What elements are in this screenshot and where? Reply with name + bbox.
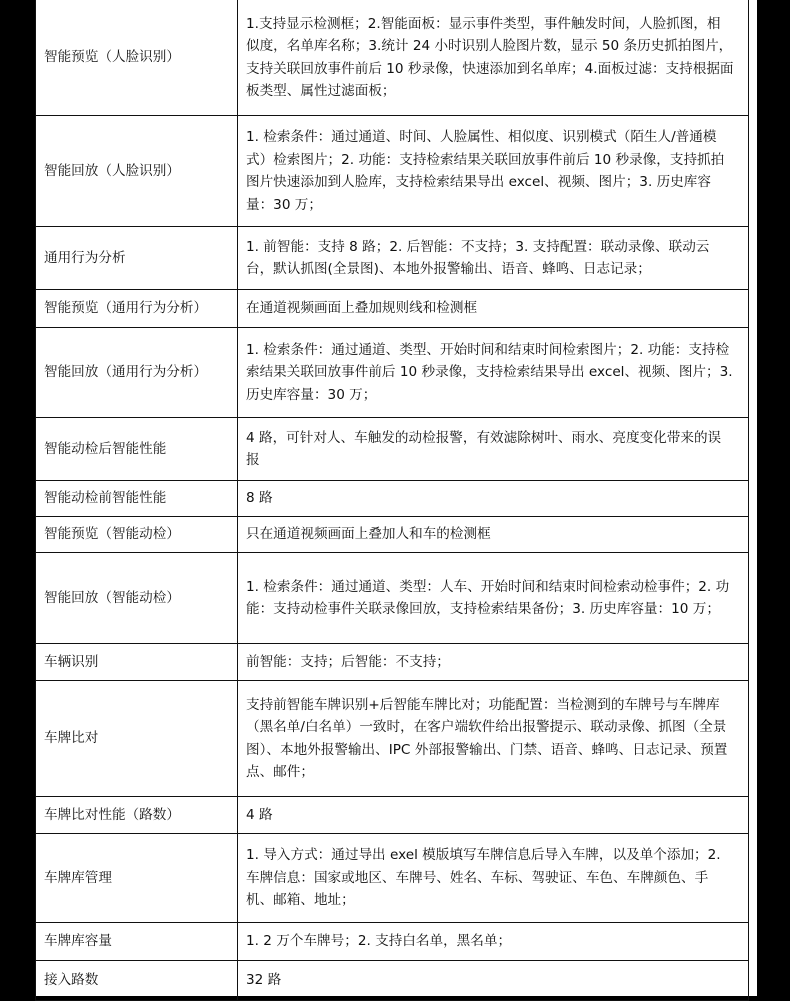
spec-value: 只在通道视频画面上叠加人和车的检测框 [238, 517, 749, 553]
spec-label: 智能预览（人脸识别） [36, 0, 238, 116]
spec-value: 8 路 [238, 481, 749, 517]
spec-value: 1. 检索条件：通过通道、类型：人车、开始时间和结束时间检索动检事件；2. 功能：支持动检事件关联录像回放，支持检索结果备份；3. 历史库容量：10 万； [238, 553, 749, 644]
spec-label: 智能回放（智能动检） [36, 553, 238, 644]
table-row [36, 923, 749, 961]
spec-value: 1. 检索条件：通过通道、时间、人脸属性、相似度、识别模式（陌生人/普通模式）检索图片；2. 功能：支持检索结果关联回放事件前后 10 秒录像，支持抓拍图片快速添加到人脸库，支持检索结果导出 excel、视频、图片；3. 历史库容量：30 万； [238, 116, 749, 227]
spec-value: 1.支持显示检测框；2.智能面板：显示事件类型，事件触发时间，人脸抓图，相似度，名单库名称；3.统计 24 小时识别人脸图片数，显示 50 条历史抓拍图片，支持关联回放事件前后 10 秒录像，快速添加到名单库；4.面板过滤：支持根据面板类型、属性过滤面板； [238, 0, 749, 116]
spec-label: 接入路数 [36, 961, 238, 1001]
spec-value: 支持前智能车牌识别+后智能车牌比对；功能配置：当检测到的车牌号与车牌库（黑名单/白名单）一致时，在客户端软件给出报警提示、联动录像、抓图（全景图）、本地外报警输出、IPC 外部报警输出、门禁、语音、蜂鸣、日志记录、预置点、邮件； [238, 681, 749, 797]
spec-label: 智能动检后智能性能 [36, 418, 238, 481]
table-row [36, 553, 749, 644]
table-row [36, 0, 749, 116]
table-row [36, 418, 749, 481]
table-row [36, 481, 749, 517]
spec-value: 32 路 [238, 961, 749, 1001]
spec-value: 在通道视频画面上叠加规则线和检测框 [238, 290, 749, 328]
table-row [36, 290, 749, 328]
spec-label: 车牌库管理 [36, 834, 238, 923]
spec-label: 智能预览（智能动检） [36, 517, 238, 553]
spec-label: 车牌比对 [36, 681, 238, 797]
spec-value: 4 路，可针对人、车触发的动检报警，有效滤除树叶、雨水、亮度变化带来的误报 [238, 418, 749, 481]
spec-label: 车牌库容量 [36, 923, 238, 961]
table-row [36, 116, 749, 227]
table-row [36, 961, 749, 1001]
document-page [35, 0, 757, 996]
table-row [36, 328, 749, 418]
spec-value: 1. 前智能：支持 8 路；2. 后智能：不支持；3. 支持配置：联动录像、联动云台，默认抓图(全景图)、本地外报警输出、语音、蜂鸣、日志记录； [238, 227, 749, 290]
spec-value: 1. 2 万个车牌号；2. 支持白名单，黑名单； [238, 923, 749, 961]
spec-label: 智能动检前智能性能 [36, 481, 238, 517]
spec-label: 智能回放（人脸识别） [36, 116, 238, 227]
table-row [36, 681, 749, 797]
table-row [36, 834, 749, 923]
table-row [36, 227, 749, 290]
spec-value: 1. 检索条件：通过通道、类型、开始时间和结束时间检索图片；2. 功能：支持检索结果关联回放事件前后 10 秒录像，支持检索结果导出 excel、视频、图片；3. 历史库容量：30 万； [238, 328, 749, 418]
spec-label: 通用行为分析 [36, 227, 238, 290]
spec-value: 1. 导入方式：通过导出 exel 模版填写车牌信息后导入车牌，以及单个添加；2. 车牌信息：国家或地区、车牌号、姓名、车标、驾驶证、车色、车牌颜色、手机、邮箱、地址； [238, 834, 749, 923]
spec-label: 智能回放（通用行为分析） [36, 328, 238, 418]
table-row [36, 644, 749, 681]
spec-label: 车牌比对性能（路数） [36, 797, 238, 834]
spec-label: 智能预览（通用行为分析） [36, 290, 238, 328]
spec-value: 4 路 [238, 797, 749, 834]
table-row [36, 797, 749, 834]
spec-value: 前智能：支持；后智能：不支持； [238, 644, 749, 681]
spec-table [35, 0, 749, 1001]
table-row [36, 517, 749, 553]
spec-label: 车辆识别 [36, 644, 238, 681]
